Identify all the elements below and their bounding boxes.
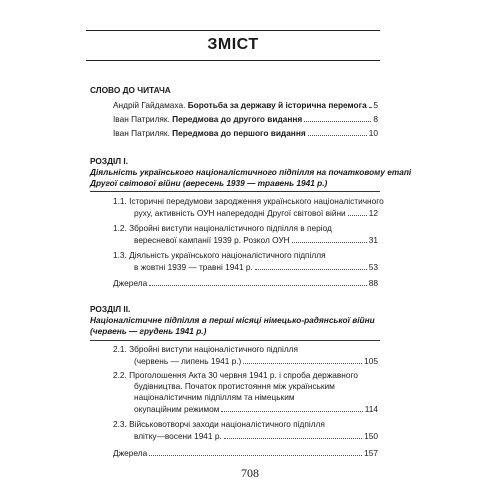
entry-text: Боротьба за державу й історична перемога <box>187 100 367 110</box>
title-bottom-rule <box>86 60 380 61</box>
toc-entry <box>134 355 378 367</box>
entry-page: 12 <box>368 208 378 218</box>
page-title: ЗМІСТ <box>207 36 259 53</box>
toc-entry-line: 1.3. Діяльність українського націоналістичного підпілля <box>113 250 326 260</box>
dot-leader <box>149 277 367 286</box>
entry-text: Передмова до другого видання <box>172 114 303 124</box>
toc-entry-line: 2.1. Збройні виступи націоналістичного підпілля <box>113 344 299 354</box>
toc-entry-line: 1.1. Історичні передумови зародження українського націоналістичного <box>113 196 384 206</box>
dot-leader <box>221 403 362 412</box>
entry-page: 88 <box>368 278 378 288</box>
toc-entry <box>134 261 378 273</box>
page-number: 708 <box>241 466 259 480</box>
toc-entry-line: будівництва. Початок протистояння між українським <box>134 381 335 391</box>
dot-leader <box>292 234 367 243</box>
section2-rule <box>90 340 380 341</box>
entry-text: Передмова до першого видання <box>172 128 306 138</box>
entry-title <box>113 100 367 111</box>
entry-title: в жовтні 1939 — травні 1941 р. <box>134 262 253 272</box>
foreword-heading: СЛОВО ДО ЧИТАЧА <box>90 85 171 95</box>
toc-entry <box>134 430 378 442</box>
dot-leader <box>255 261 367 270</box>
toc-entry-line: 2.3. Військовотворчі заходи націоналістичного підпілля <box>113 419 325 429</box>
toc-entry <box>134 403 378 415</box>
entry-title: (червень — липень 1941 р.) <box>134 356 242 366</box>
entry-author: Іван Патриляк. <box>113 128 170 138</box>
dot-leader <box>348 207 367 216</box>
toc-entry <box>113 99 378 111</box>
entry-title: руху, активність ОУН напередодні Другої світової війни <box>134 208 346 218</box>
entry-page: 8 <box>373 114 378 124</box>
entry-page: 10 <box>368 128 378 138</box>
dot-leader <box>149 447 362 456</box>
entry-page: 157 <box>364 448 378 458</box>
dot-leader <box>243 355 362 364</box>
entry-title: окупаційним режимом <box>134 404 220 414</box>
entry-title <box>113 128 306 139</box>
entry-page: 31 <box>368 235 378 245</box>
section1-subtitle-line: Діяльність українського націоналістичного підпілля на початковому етапі <box>90 167 412 177</box>
entry-title: влітку—восени 1941 р. <box>134 431 222 441</box>
entry-page: 53 <box>368 262 378 272</box>
section1-subtitle-line: Другої світової війни (вересень 1939 — травень 1941 р.) <box>90 178 328 188</box>
section1-heading: РОЗДІЛ І. <box>90 156 129 166</box>
toc-entry <box>113 277 378 289</box>
toc-entry <box>113 113 378 125</box>
entry-page: 150 <box>364 431 378 441</box>
toc-entry-line: 2.2. Проголошення Акта 30 червня 1941 р. і спроба державного <box>113 370 358 380</box>
toc-entry <box>113 127 378 139</box>
section2-subtitle-line: Націоналістичне підпілля в перші місяці німецько-радянської війни <box>90 315 375 325</box>
dot-leader <box>304 113 371 122</box>
dot-leader <box>308 127 367 136</box>
toc-entry <box>134 207 378 219</box>
title-top-rule <box>86 30 380 31</box>
toc-entry-line: 1.2. Збройні виступи націоналістичного підпілля в період <box>113 223 332 233</box>
section2-subtitle-line: (червень — грудень 1941 р.) <box>90 326 207 336</box>
dot-leader <box>224 430 362 439</box>
entry-title: Джерела <box>113 448 148 458</box>
dot-leader <box>369 99 372 108</box>
section2-heading: РОЗДІЛ ІІ. <box>90 304 131 314</box>
entry-title: вересневої кампанії 1939 р. Розкол ОУН <box>134 235 290 245</box>
entry-author: Іван Патриляк. <box>113 114 170 124</box>
entry-title: Джерела <box>113 278 148 288</box>
section1-rule <box>90 191 380 192</box>
toc-entry <box>113 447 378 459</box>
toc-entry-line: націоналістичним підпіллям та німецьким <box>134 392 295 402</box>
entry-page: 5 <box>373 100 378 110</box>
entry-author: Андрій Гайдамаха. <box>113 100 186 110</box>
entry-page: 105 <box>364 356 378 366</box>
toc-entry <box>134 234 378 246</box>
entry-title <box>113 114 302 125</box>
entry-page: 114 <box>364 404 378 414</box>
